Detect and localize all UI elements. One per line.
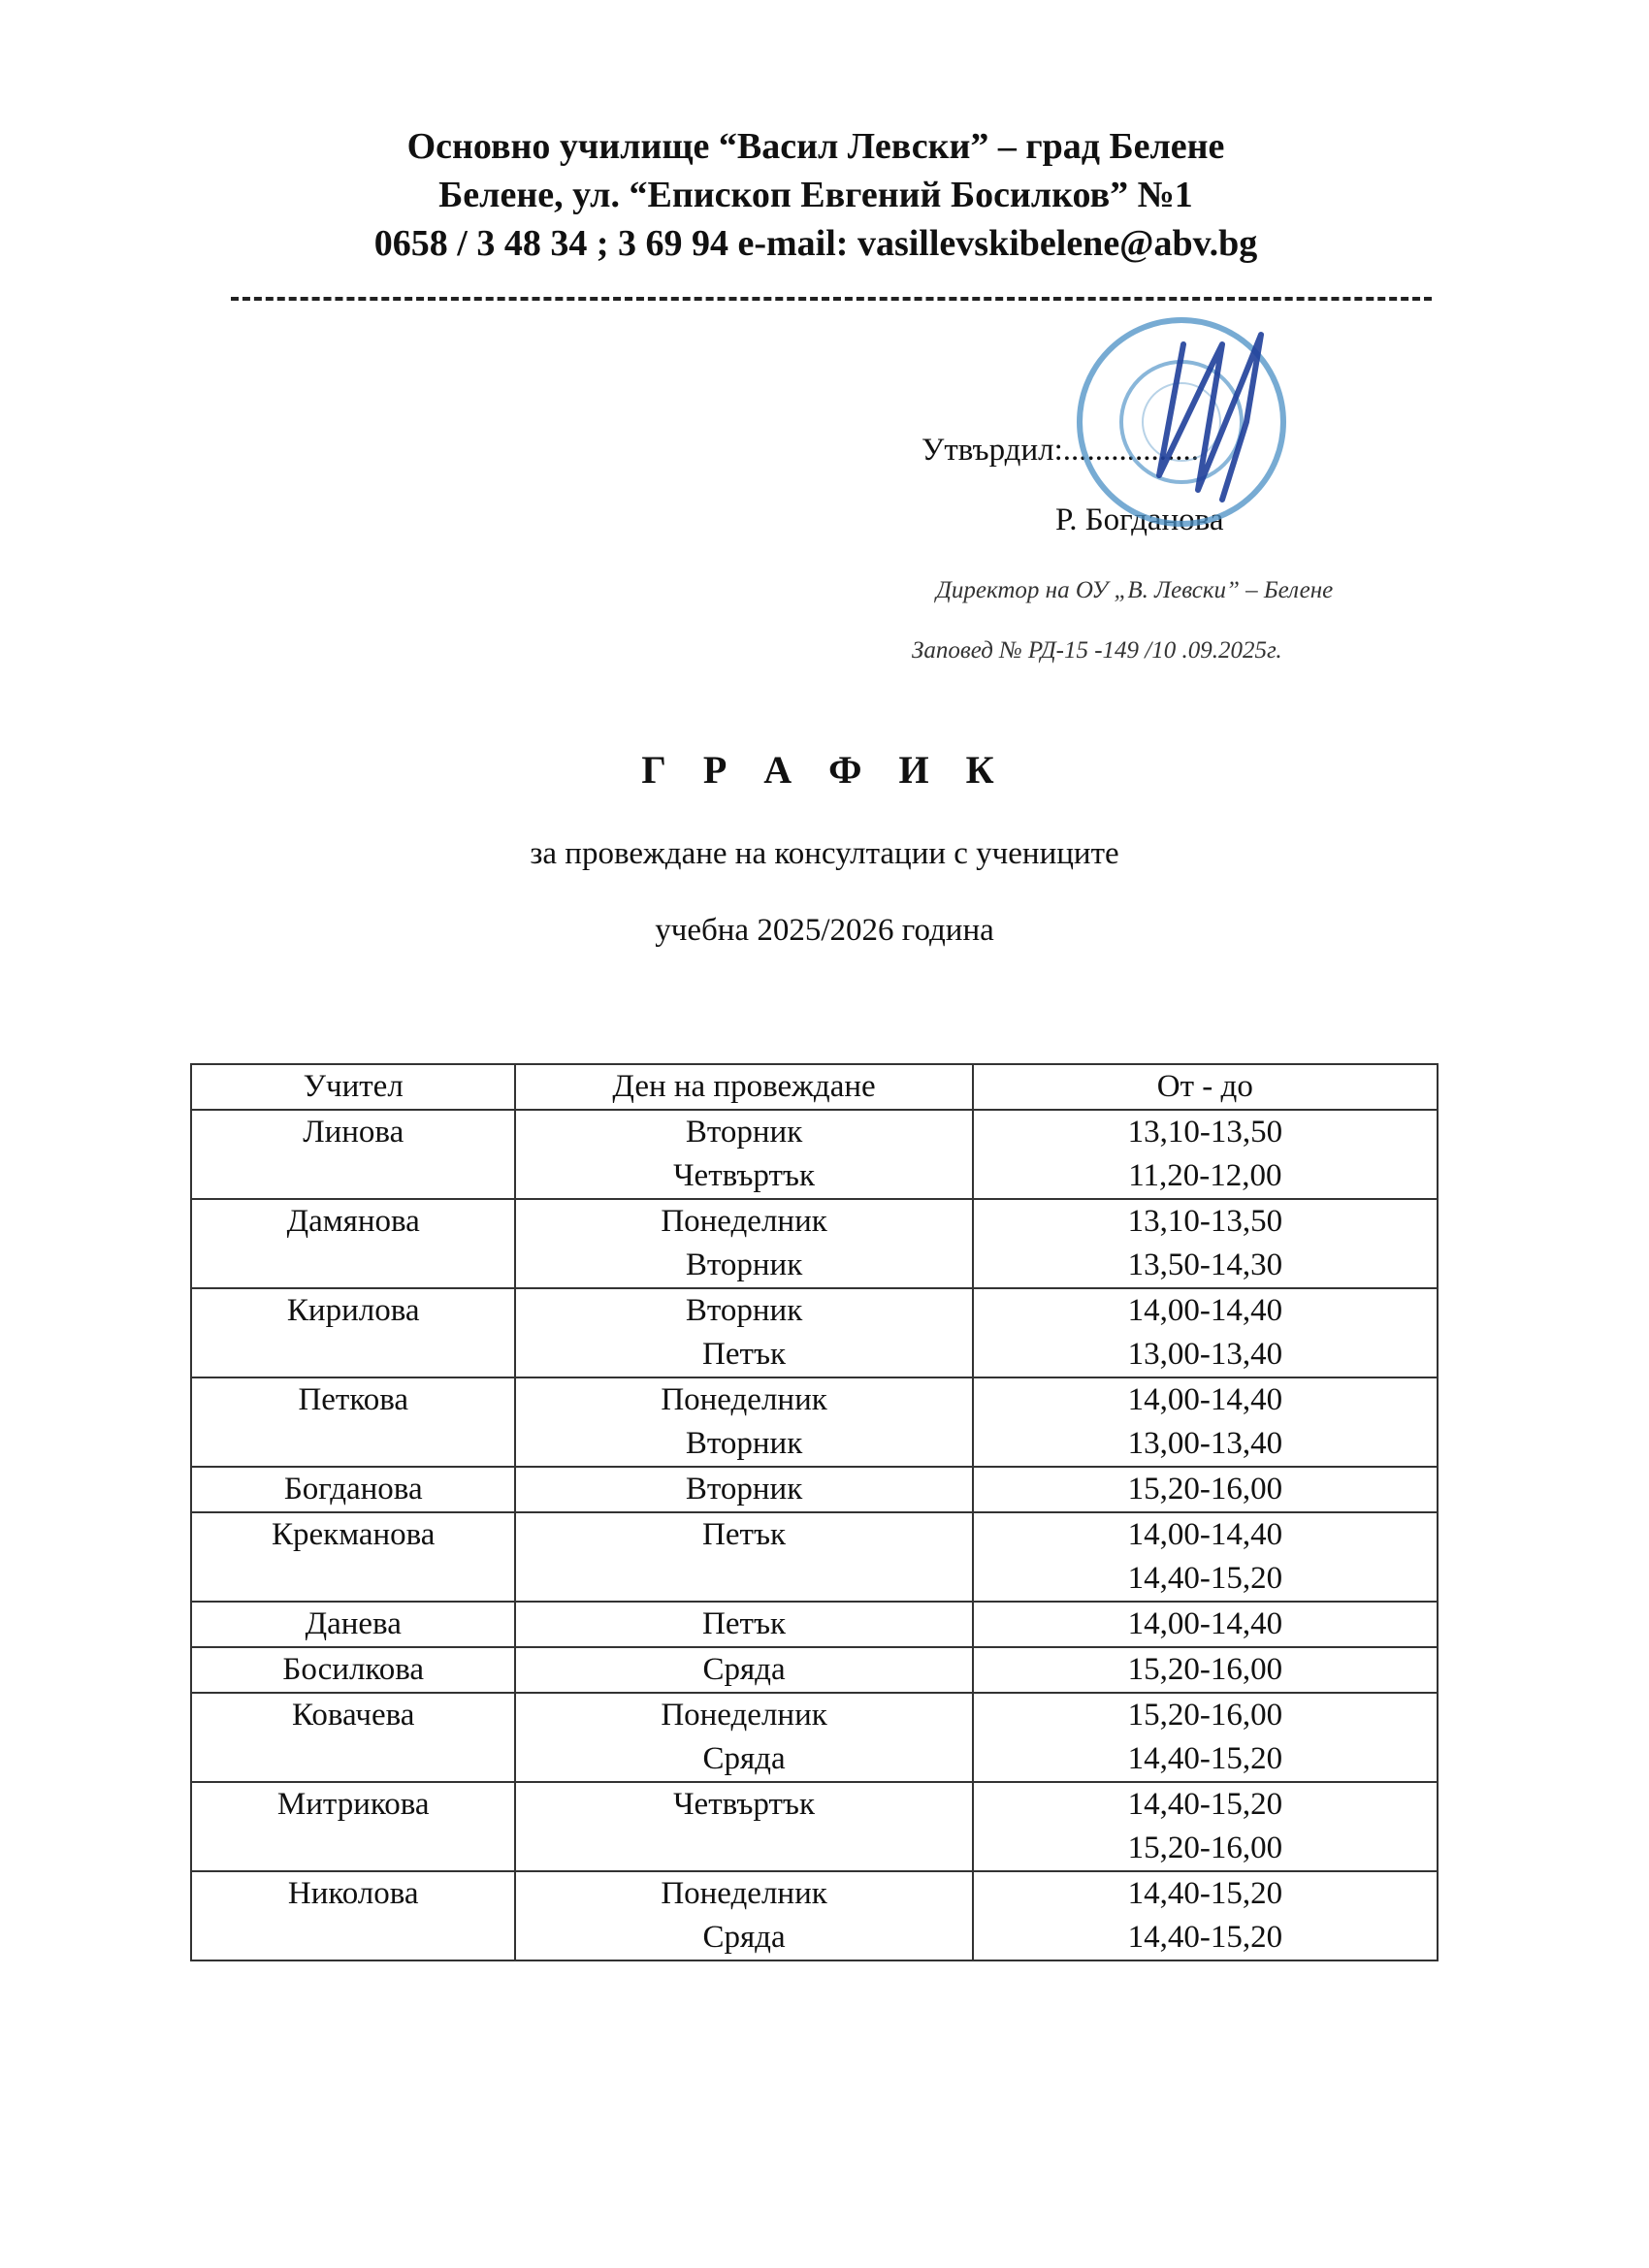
time-cell [973,1110,1438,1199]
order-reference: Заповед № РД-15 -149 /10 .09.2025г. [912,637,1282,664]
day-value: Петък [702,1337,787,1372]
table-row [191,1467,1438,1512]
time-value: 14,40-15,20 [1127,1787,1283,1822]
approved-by-label: Утвърдил:................. [922,433,1200,468]
director-title: Директор на ОУ „В. Левски” – Белене [936,577,1334,603]
day-cell [515,1199,972,1288]
teacher-cell [191,1110,515,1199]
time-cell [973,1871,1438,1960]
day-value: Вторник [685,1426,803,1461]
time-value: 15,20-16,00 [1127,1831,1283,1865]
table-row [191,1602,1438,1647]
teacher-name: Данева [305,1606,402,1641]
day-value: Сряда [702,1741,786,1776]
teacher-name: Кирилова [286,1293,420,1328]
time-value: 13,00-13,40 [1127,1337,1283,1372]
time-value: 14,00-14,40 [1127,1293,1283,1328]
time-cell [973,1377,1438,1467]
teacher-name: Богданова [283,1472,423,1507]
day-value: Сряда [702,1920,786,1955]
school-year: учебна 2025/2026 година [655,913,994,948]
day-value: Петък [702,1517,787,1552]
teacher-cell [191,1602,515,1647]
school-address: Белене, ул. “Епископ Евгений Босилков” №1 [438,175,1193,215]
day-value: Понеделник [661,1876,827,1911]
day-value: Вторник [685,1115,803,1150]
table-row [191,1199,1438,1288]
teacher-name: Николова [287,1876,419,1911]
time-value: 14,40-15,20 [1127,1561,1283,1596]
day-cell [515,1647,972,1693]
table-row [191,1377,1438,1467]
day-value: Вторник [685,1472,803,1507]
teacher-name: Дамянова [286,1204,420,1239]
day-value: Четвъртък [673,1158,816,1193]
time-value: 14,40-15,20 [1127,1741,1283,1776]
teacher-cell [191,1288,515,1377]
time-value: 14,00-14,40 [1127,1517,1283,1552]
teacher-cell [191,1377,515,1467]
director-name: Р. Богданова [1055,502,1224,537]
time-cell [973,1693,1438,1782]
teacher-name: Босилкова [282,1652,425,1687]
day-cell [515,1110,972,1199]
header-teacher: Учител [191,1064,515,1110]
time-value: 13,10-13,50 [1127,1115,1283,1150]
time-cell [973,1467,1438,1512]
teacher-cell [191,1512,515,1602]
time-value: 15,20-16,00 [1127,1472,1283,1507]
time-value: 13,10-13,50 [1127,1204,1283,1239]
table-row [191,1871,1438,1960]
time-cell [973,1288,1438,1377]
approval-block [0,0,1649,698]
teacher-cell [191,1199,515,1288]
day-cell [515,1512,972,1602]
time-cell [973,1199,1438,1288]
time-value: 13,50-14,30 [1127,1247,1283,1282]
teacher-name: Линова [303,1115,404,1150]
time-value: 11,20-12,00 [1128,1158,1282,1193]
day-value: Петък [702,1606,787,1641]
teacher-name: Петкова [298,1382,408,1417]
table-header-row [191,1064,1438,1110]
table-row [191,1647,1438,1693]
document-title: Г Р А Ф И К [641,748,1008,792]
day-value: Понеделник [661,1382,827,1417]
table-row [191,1110,1438,1199]
time-value: 15,20-16,00 [1127,1652,1283,1687]
day-cell [515,1693,972,1782]
teacher-name: Крекманова [272,1517,436,1552]
day-cell [515,1602,972,1647]
day-cell [515,1467,972,1512]
time-value: 15,20-16,00 [1127,1698,1283,1733]
teacher-cell [191,1782,515,1871]
table-row [191,1512,1438,1602]
table-row [191,1288,1438,1377]
teacher-name: Ковачева [292,1698,415,1733]
time-value: 14,40-15,20 [1127,1920,1283,1955]
day-cell [515,1377,972,1467]
document-subtitle: за провеждане на консултации с учениците [530,836,1119,871]
time-cell [973,1602,1438,1647]
day-cell [515,1782,972,1871]
school-name: Основно училище “Васил Левски” – град Белене [406,126,1225,167]
day-value: Сряда [702,1652,786,1687]
time-cell [973,1512,1438,1602]
table-row [191,1782,1438,1871]
time-value: 14,00-14,40 [1127,1606,1283,1641]
time-cell [973,1647,1438,1693]
teacher-cell [191,1467,515,1512]
school-contacts: 0658 / 3 48 34 ; 3 69 94 e-mail: vasillevskibelene@abv.bg [373,223,1258,264]
consultation-schedule-table [190,1063,1439,1961]
day-value: Вторник [685,1247,803,1282]
time-cell [973,1782,1438,1871]
teacher-cell [191,1871,515,1960]
day-cell [515,1288,972,1377]
day-value: Четвъртък [673,1787,816,1822]
header-time: От - до [973,1064,1438,1110]
time-value: 14,40-15,20 [1127,1876,1283,1911]
teacher-cell [191,1647,515,1693]
teacher-name: Митрикова [276,1787,430,1822]
table-row [191,1693,1438,1782]
time-value: 14,00-14,40 [1127,1382,1283,1417]
day-value: Вторник [685,1293,803,1328]
school-seal-stamp [1067,306,1310,548]
day-cell [515,1871,972,1960]
header-day: Ден на провеждане [515,1064,972,1110]
time-value: 13,00-13,40 [1127,1426,1283,1461]
teacher-cell [191,1693,515,1782]
day-value: Понеделник [661,1698,827,1733]
day-value: Понеделник [661,1204,827,1239]
